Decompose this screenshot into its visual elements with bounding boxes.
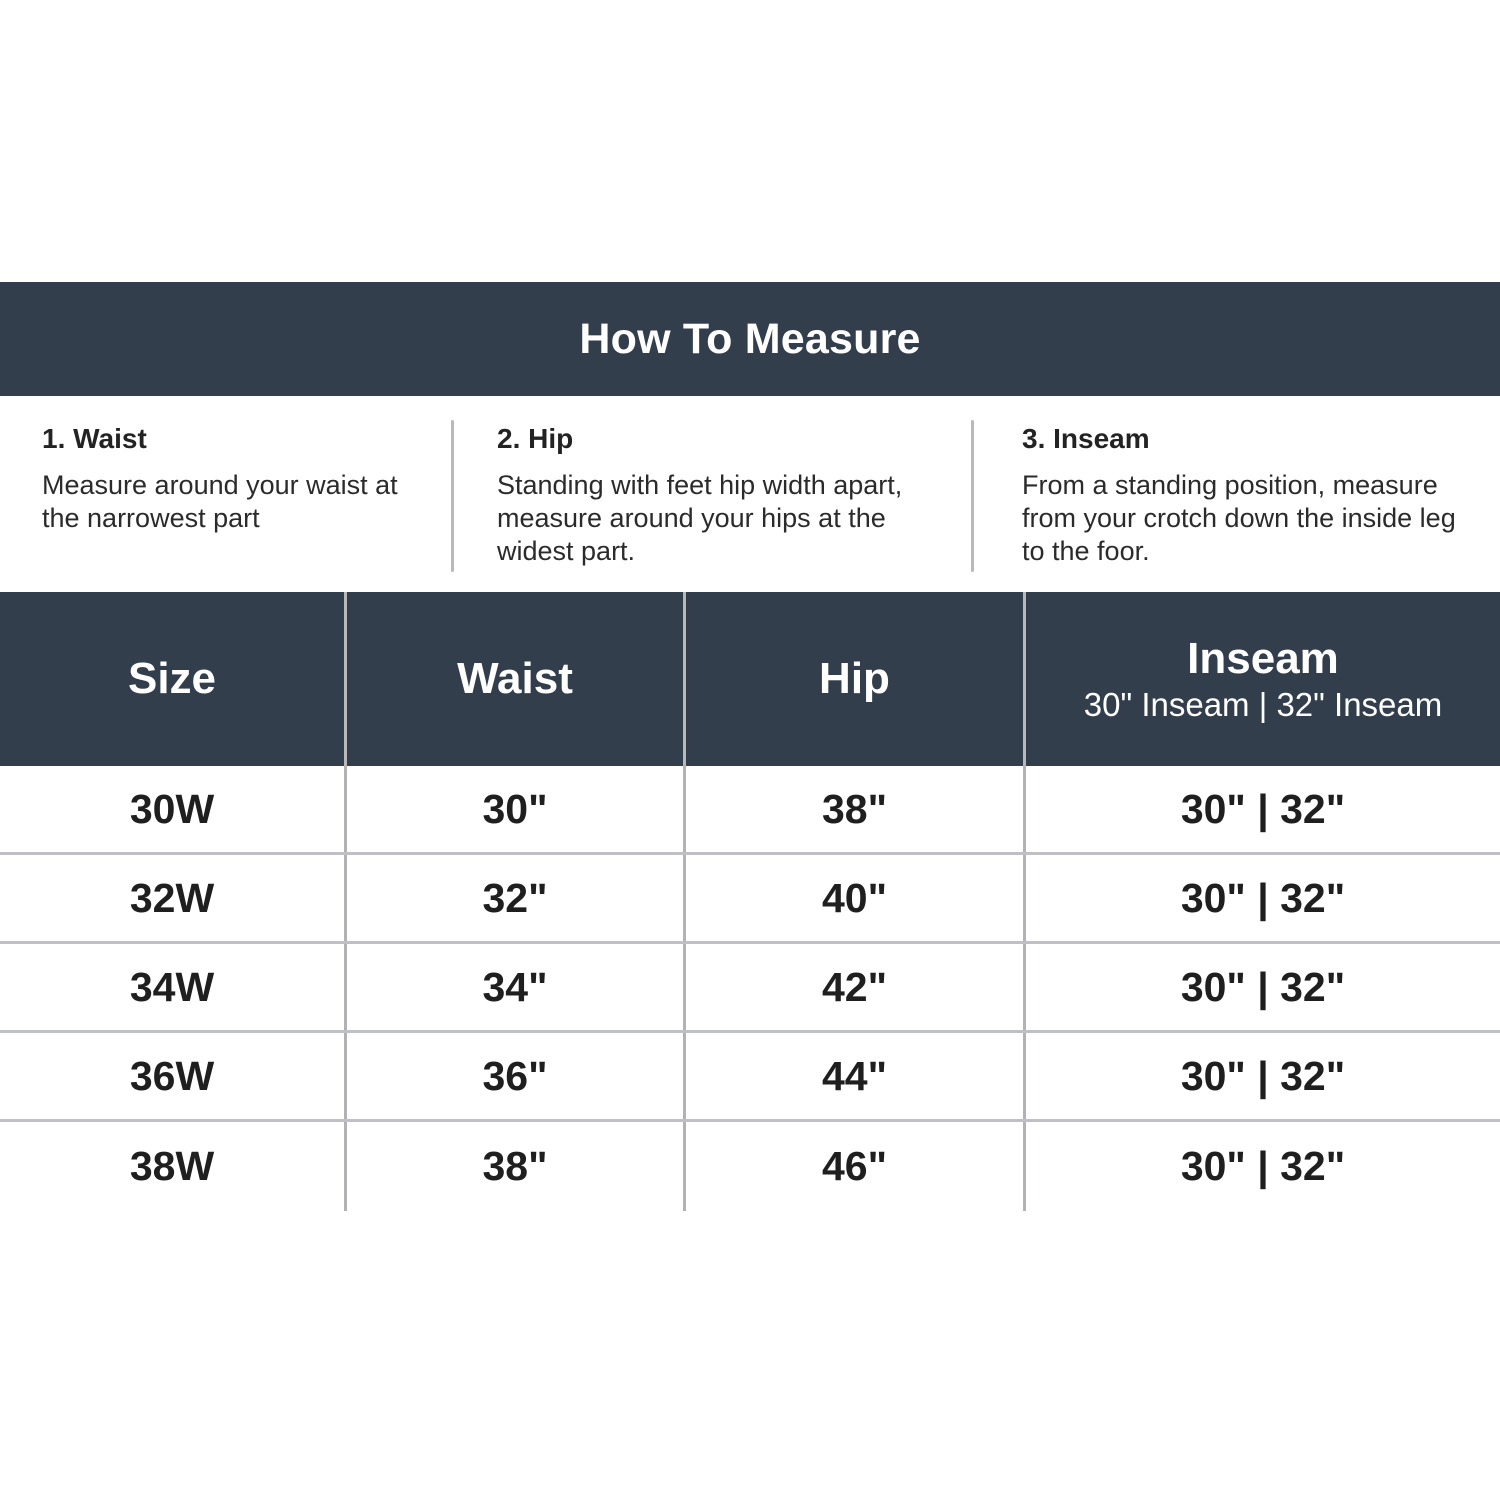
cell-waist <box>344 855 683 941</box>
table-row <box>0 855 1500 944</box>
cell-waist-value: 34" <box>482 963 548 1010</box>
column-header-hip <box>683 592 1023 766</box>
cell-waist <box>344 944 683 1030</box>
cell-size-value: 34W <box>129 963 215 1010</box>
cell-inseam <box>1023 1122 1500 1211</box>
table-row <box>0 1033 1500 1122</box>
instruction-heading-hip: 2. Hip <box>497 423 574 454</box>
instruction-divider-2 <box>971 420 974 572</box>
instruction-heading-waist: 1. Waist <box>42 423 147 454</box>
cell-waist-value: 38" <box>482 1143 548 1189</box>
instruction-waist <box>0 396 452 535</box>
cell-waist-value: 32" <box>482 874 548 921</box>
table-row <box>0 766 1500 855</box>
cell-inseam-value: 30" | 32" <box>1180 963 1346 1010</box>
page-title: How To Measure <box>579 314 921 363</box>
instruction-body-inseam: From a standing position, measure from your crotch down the inside leg to the foor. <box>1022 469 1456 566</box>
cell-waist <box>344 766 683 852</box>
column-header-inseam-label: Inseam <box>1187 633 1339 683</box>
cell-hip <box>683 766 1023 852</box>
cell-inseam <box>1023 766 1500 852</box>
instruction-hip <box>452 396 972 568</box>
cell-size-value: 38W <box>129 1143 215 1189</box>
cell-size <box>0 855 344 941</box>
cell-hip <box>683 1122 1023 1211</box>
cell-inseam <box>1023 855 1500 941</box>
cell-hip <box>683 944 1023 1030</box>
cell-size <box>0 944 344 1030</box>
instruction-heading-inseam: 3. Inseam <box>1022 423 1150 454</box>
cell-size-value: 30W <box>129 785 215 832</box>
cell-size-value: 36W <box>129 1052 215 1099</box>
cell-inseam-value: 30" | 32" <box>1180 1052 1346 1099</box>
column-header-size-label: Size <box>127 653 217 703</box>
cell-inseam <box>1023 1033 1500 1119</box>
cell-waist-value: 36" <box>482 1052 548 1099</box>
cell-hip-value: 46" <box>821 1143 888 1189</box>
cell-waist <box>344 1033 683 1119</box>
table-row <box>0 944 1500 1033</box>
table-header-row <box>0 592 1500 766</box>
how-to-measure-banner <box>0 282 1500 396</box>
column-header-size <box>0 592 344 766</box>
cell-size-value: 32W <box>129 874 215 921</box>
cell-hip-value: 38" <box>821 785 888 832</box>
cell-inseam <box>1023 944 1500 1030</box>
column-header-waist <box>344 592 683 766</box>
column-header-inseam <box>1023 592 1500 766</box>
table-row <box>0 1122 1500 1211</box>
size-table <box>0 592 1500 1211</box>
cell-hip <box>683 855 1023 941</box>
instruction-divider-1 <box>451 420 454 572</box>
cell-hip-value: 42" <box>821 963 888 1010</box>
cell-hip-value: 40" <box>821 874 888 921</box>
cell-inseam-value: 30" | 32" <box>1180 785 1346 832</box>
cell-inseam-value: 30" | 32" <box>1180 874 1346 921</box>
instructions-section <box>0 396 1500 592</box>
cell-size <box>0 766 344 852</box>
cell-hip-value: 44" <box>821 1052 888 1099</box>
cell-waist <box>344 1122 683 1211</box>
cell-size <box>0 1122 344 1211</box>
instruction-inseam <box>972 396 1500 568</box>
column-header-hip-label: Hip <box>819 653 890 703</box>
instruction-body-waist: Measure around your waist at the narrowest part <box>42 469 398 533</box>
column-header-inseam-sublabel: 30" Inseam | 32" Inseam <box>1083 686 1443 724</box>
cell-waist-value: 30" <box>482 785 548 832</box>
cell-inseam-value: 30" | 32" <box>1180 1143 1346 1189</box>
cell-hip <box>683 1033 1023 1119</box>
column-header-waist-label: Waist <box>457 653 573 703</box>
cell-size <box>0 1033 344 1119</box>
instruction-body-hip: Standing with feet hip width apart, measure around your hips at the widest part. <box>497 469 903 566</box>
